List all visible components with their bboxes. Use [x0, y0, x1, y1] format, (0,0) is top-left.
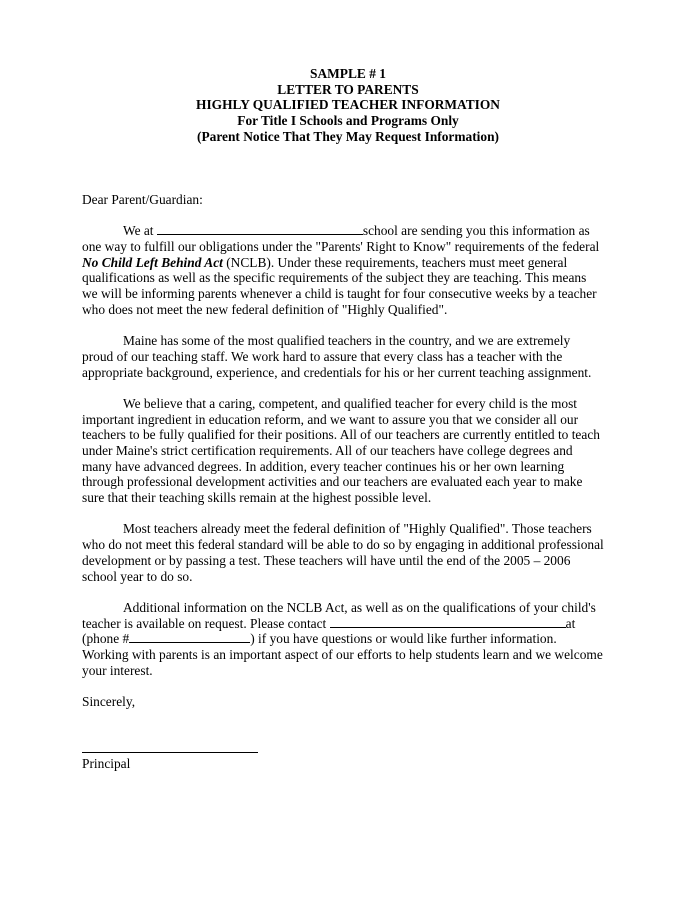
school-name-blank[interactable] [157, 223, 363, 235]
contact-name-blank[interactable] [330, 616, 566, 628]
p2-line2: proud of our teaching staff. We work hard to assure that every class has a teacher with the [82, 348, 563, 364]
p1-line5: we will be informing parents whenever a child is taught for four consecutive weeks by a teacher [82, 286, 597, 302]
p2-line3: appropriate background, experience, and credentials for his or her current teaching assignment. [82, 364, 592, 380]
p5-line5: your interest. [82, 662, 153, 678]
p4-line3: development or by passing a test. These teachers will have until the end of the 2005 – 2006 [82, 552, 571, 568]
p1-line3-rest: (NCLB). Under these requirements, teachers must meet general [222, 254, 568, 270]
p5-line4: Working with parents is an important aspect of our efforts to help students learn and we welcome [82, 646, 603, 662]
p3-line7: sure that their teaching skills remain at the highest possible level. [82, 490, 432, 506]
phone-number-blank[interactable] [129, 631, 250, 643]
p3-line1: We believe that a caring, competent, and qualified teacher for every child is the most [123, 395, 578, 411]
header-line-title-i: For Title I Schools and Programs Only [237, 113, 459, 129]
p1-line1-end: school are sending you this information as [362, 223, 590, 239]
header-line-parent-notice: (Parent Notice That They May Request Information) [196, 128, 499, 144]
salutation: Dear Parent/Guardian: [82, 192, 203, 207]
p2-line1: Maine has some of the most qualified teachers in the country, and we are extremely [123, 333, 571, 349]
p4-line4: school year to do so. [82, 568, 193, 584]
nclb-act-title: No Child Left Behind Act [82, 254, 223, 270]
p1-line1-start: We at [123, 223, 157, 239]
p1-line2: one way to fulfill our obligations under the "Parents' Right to Know" requirements of the federal [82, 239, 600, 255]
p5-line3-start: (phone # [82, 631, 130, 647]
p1-line6: who does not meet the new federal definition of "Highly Qualified". [82, 301, 448, 317]
p3-line2: important ingredient in education reform, and we want to assure you that we consider all our [82, 411, 579, 427]
p3-line5: many have advanced degrees. In addition, every teacher continues his or her own learning [82, 458, 565, 474]
p1-line4: qualifications as well as the specific requirements of the subject they are teaching. This means [82, 270, 587, 286]
p5-line1: Additional information on the NCLB Act, as well as on the qualifications of your child's [123, 599, 596, 615]
paragraph-4 [82, 521, 622, 584]
header-line-hqt-information: HIGHLY QUALIFIED TEACHER INFORMATION [196, 97, 500, 113]
p4-line2: who do not meet this federal standard will be able to do so by engaging in additional professional [82, 537, 604, 553]
letter-body [82, 192, 622, 710]
p5-line3-end: ) if you have questions or would like further information. [250, 631, 557, 647]
letter-header [0, 66, 696, 145]
p3-line6: through professional development activities and our teachers are evaluated each year to make [82, 474, 583, 490]
p3-line4: under Maine's strict certification requirements. All of our teachers have college degrees and [82, 443, 573, 458]
p5-line2-end: at [565, 615, 576, 631]
signature-line[interactable] [82, 752, 258, 753]
paragraph-2 [82, 333, 622, 380]
closing: Sincerely, [82, 694, 136, 709]
header-line-letter-to-parents: LETTER TO PARENTS [277, 81, 419, 97]
p3-line3: teachers to be fully qualified for their positions. All of our teachers are currently entitled to teach [82, 427, 600, 443]
p4-line1: Most teachers already meet the federal definition of "Highly Qualified". Those teachers [123, 521, 592, 537]
paragraph-3 [82, 396, 622, 506]
p5-line2-start: teacher is available on request. Please contact [82, 615, 330, 631]
paragraph-5 [82, 600, 622, 678]
signature-title: Principal [82, 756, 131, 771]
paragraph-1 [82, 223, 622, 317]
header-line-sample: SAMPLE # 1 [310, 66, 386, 81]
